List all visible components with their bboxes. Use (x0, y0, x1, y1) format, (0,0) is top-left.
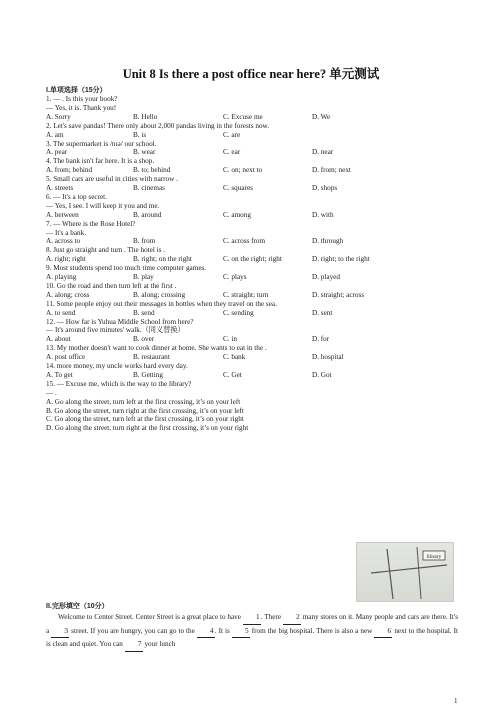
question-2-option-c[interactable]: C. are (223, 130, 241, 139)
question-stem-7: 7. — Where is the Rose Hotel? (46, 219, 136, 228)
cloze-blank-4[interactable]: 4 (197, 625, 215, 639)
question-stem-15: 15. — Excuse me, which is the way to the library? (46, 379, 192, 388)
question-9-option-a[interactable]: A. playing (46, 273, 77, 281)
question-1-option-b[interactable]: B. Hello (133, 112, 158, 121)
question-11-option-a[interactable]: A. to send (46, 308, 76, 317)
section-heading-2: II.完形填空（10分） (46, 603, 109, 610)
question-1-option-a[interactable]: A. Sorry (46, 112, 71, 121)
cloze-blank-3[interactable]: 3 (51, 625, 69, 639)
question-8-option-c[interactable]: C. on the right; right (223, 255, 282, 264)
question-12-option-b[interactable]: B. over (133, 335, 155, 344)
question-14-option-c[interactable]: C. Get (223, 370, 242, 379)
street-sign-icon (357, 543, 453, 601)
question-15-option-d: D. Go along the street, turn right at the first crossing, it’s on your right (46, 424, 249, 433)
question-9-option-b[interactable]: B. play (133, 273, 154, 281)
question-7-option-c[interactable]: C. across from (223, 237, 266, 246)
question-stem-13: 13. My mother doesn't want to cook dinner at home. She wants to eat in the . (46, 344, 267, 353)
question-15-option-a: A. Go along the street, turn left at the first crossing, it’s on your left (46, 397, 241, 406)
question-1-dialogue: — Yes, it is. Thank you! (46, 103, 117, 112)
question-6-option-c[interactable]: C. among (223, 210, 251, 219)
question-6-option-d[interactable]: D. with (312, 210, 334, 219)
question-8-option-a[interactable]: A. right; right (46, 255, 86, 264)
question-12-option-a[interactable]: A. about (46, 335, 71, 344)
question-9-option-c[interactable]: C. plays (223, 273, 247, 281)
question-10-option-d[interactable]: D. straight; across (312, 290, 365, 299)
question-11-option-c[interactable]: C. sending (223, 308, 254, 317)
question-stem-12: 12. — How far is Yuhua Middle School from here? (46, 317, 194, 326)
question-stem-11: 11. Some people enjoy out their messages in bottles when they travel on the sea. (46, 299, 277, 308)
question-4-option-a[interactable]: A. from; behind (46, 166, 93, 175)
question-stem-14: 14. more money, my uncle works hard every day. (46, 362, 188, 370)
question-11-option-b[interactable]: B. send (133, 308, 155, 317)
cloze-blank-1[interactable]: 1 (243, 611, 261, 625)
question-10-option-a[interactable]: A. along; cross (46, 290, 90, 299)
question-stem-9: 9. Most students spend too much time computer games. (46, 264, 207, 273)
question-stem-10: 10. Go the road and then turn left at the first . (46, 281, 177, 290)
question-8-option-b[interactable]: B. right; on the right (133, 255, 192, 264)
question-stem-1: 1. — . Is this your book? (46, 95, 118, 103)
page-number: 1 (454, 697, 458, 705)
question-5-option-c[interactable]: C. squares (223, 184, 253, 192)
section-heading-1: I.单项选择（15分） (46, 87, 107, 94)
question-stem-6: 6. — It's a top secret. (46, 192, 107, 201)
sign-label: library (426, 554, 442, 560)
question-6-option-a[interactable]: A. between (46, 210, 79, 219)
question-15-dialogue: — . (46, 388, 57, 397)
street-sign-image (356, 542, 454, 602)
question-4-option-c[interactable]: C. on; next to (223, 166, 263, 175)
question-2-option-b[interactable]: B. is (133, 130, 147, 139)
question-stem-8: 8. Just go straight and turn . The hotel is . (46, 246, 166, 255)
question-5-option-b[interactable]: B. cinemas (133, 184, 165, 192)
question-10-option-c[interactable]: C. straight; turn (223, 290, 269, 299)
question-4-option-d[interactable]: D. from; next (312, 166, 351, 175)
question-13-option-a[interactable]: A. post office (46, 353, 86, 362)
question-12-option-d[interactable]: D. for (312, 335, 330, 344)
question-8-option-d[interactable]: D. right; to the right (312, 255, 370, 264)
question-6-dialogue: — Yes, I see. I will keep it you and me. (46, 201, 160, 210)
question-9-option-d[interactable]: D. played (312, 273, 340, 281)
question-14-option-d[interactable]: D. Got (312, 370, 332, 379)
question-3-option-b[interactable]: B. wear (133, 148, 156, 157)
question-13-option-b[interactable]: B. restaurant (133, 353, 170, 362)
question-13-option-d[interactable]: D. hospital (312, 353, 344, 362)
cloze-blank-7[interactable]: 7 (125, 638, 143, 652)
question-12-dialogue: — It's around five minutes' walk.（同义替换） (46, 326, 185, 335)
question-5-option-d[interactable]: D. shops (312, 184, 338, 192)
question-13-option-c[interactable]: C. bank (223, 353, 246, 362)
question-3-option-a[interactable]: A. pear (46, 148, 68, 157)
question-11-option-d[interactable]: D. sent (312, 308, 333, 317)
question-7-option-a[interactable]: A. across to (46, 237, 81, 246)
question-14-option-b[interactable]: B. Getting (133, 370, 163, 379)
question-6-option-b[interactable]: B. around (133, 210, 162, 219)
question-3-option-c[interactable]: C. ear (223, 148, 241, 157)
cloze-blank-5[interactable]: 5 (232, 625, 250, 639)
cloze-blank-2[interactable]: 2 (283, 611, 301, 625)
question-3-option-d[interactable]: D. near (312, 148, 334, 157)
question-15-option-b: B. Go along the street, turn right at the first crossing, it’s on your left (46, 406, 244, 415)
question-7-dialogue: — It's a bank. (46, 228, 87, 237)
question-stem-3: 3. The supermarket is /nɪə/ our school. (46, 139, 157, 148)
question-12-option-c[interactable]: C. in (223, 335, 237, 344)
cloze-blank-6[interactable]: 6 (374, 625, 392, 639)
cloze-passage: Welcome to Center Street. Center Street is a great place to have 1. There 2 many stores on it. Many people and cars are there. It's a 3 street. If you are hungry, you can go to the 4. It is 5 from the big hospital. There is also a new 6 next to the hospital. It is clean and quiet. You can 7 your lunch (46, 611, 458, 652)
question-7-option-d[interactable]: D. through (312, 237, 344, 246)
question-stem-5: 5. Small cars are useful in cities with narrow . (46, 175, 178, 184)
question-4-option-b[interactable]: B. to; behind (133, 166, 171, 175)
question-14-option-a[interactable]: A. To get (46, 370, 73, 379)
question-2-option-a[interactable]: A. am (46, 130, 64, 139)
question-1-option-c[interactable]: C. Excuse me (223, 112, 263, 121)
question-1-option-d[interactable]: D. We (312, 112, 331, 121)
question-10-option-b[interactable]: B. along; crossing (133, 290, 186, 299)
question-stem-2: 2. Let's save pandas! There only about 2,000 pandas living in the forests now. (46, 121, 270, 130)
question-15-option-c: C. Go along the street, turn left at the first crossing, it’s on your right (46, 415, 244, 424)
question-5-option-a[interactable]: A. streets (46, 184, 74, 192)
question-stem-4: 4. The bank isn't far here. It is a shop. (46, 157, 155, 166)
question-7-option-b[interactable]: B. from (133, 237, 156, 246)
page-title: Unit 8 Is there a post office near here? 单元测试 (122, 67, 380, 81)
